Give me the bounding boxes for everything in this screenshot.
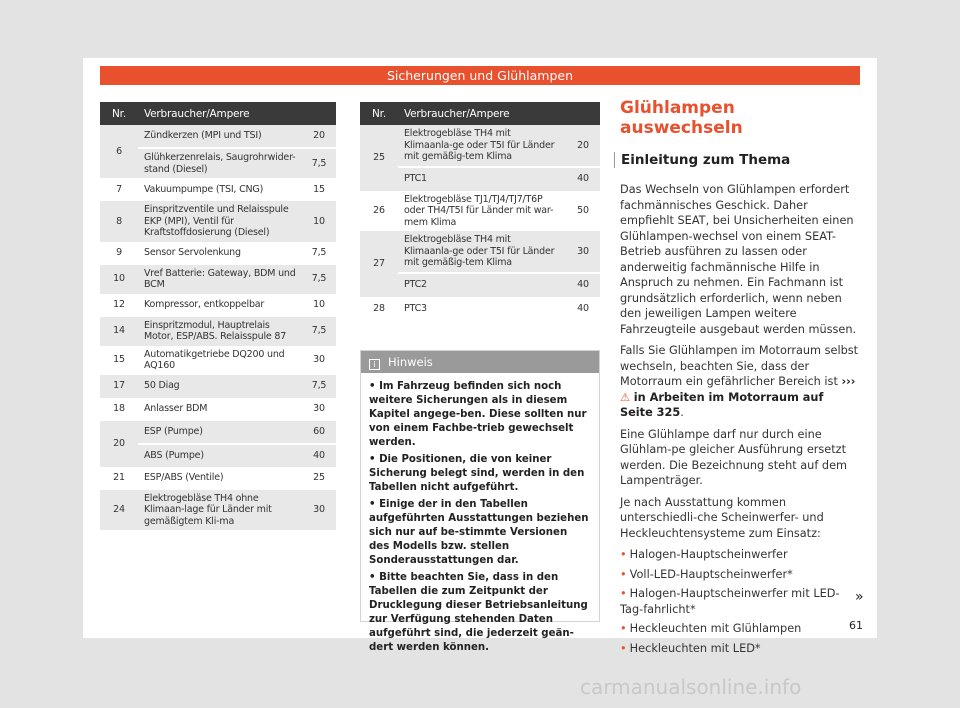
consumer-desc: Einspritzmodul, Hauptrelais Motor, ESP/ABS. Relaisspule 87 bbox=[138, 317, 302, 346]
ampere-value: 40 bbox=[566, 297, 600, 321]
ampere-value: 7,5 bbox=[302, 242, 336, 265]
consumer-desc: ESP (Pumpe) bbox=[138, 421, 302, 444]
section-subtitle: Einleitung zum Thema bbox=[614, 152, 860, 168]
fuse-number: 20 bbox=[100, 421, 138, 467]
fuse-number: 24 bbox=[100, 490, 138, 531]
consumer-desc: Elektrogebläse TJ1/TJ4/TJ7/T6P oder TH4/T5I für Länder mit war-mem Klima bbox=[398, 191, 566, 232]
table-row bbox=[100, 346, 336, 375]
table-row bbox=[100, 467, 336, 490]
fuse-table-left bbox=[100, 102, 336, 530]
list-item: • Heckleuchten mit LED* bbox=[620, 641, 761, 655]
list-item: • Heckleuchten mit Glühlampen bbox=[620, 622, 802, 635]
fuse-table-right bbox=[360, 102, 600, 321]
table-row bbox=[100, 265, 336, 294]
list-item: • Halogen-Hauptscheinwerfer bbox=[620, 548, 788, 561]
consumer-desc: Vref Batterie: Gateway, BDM und BCM bbox=[138, 265, 302, 294]
consumer-desc: Kompressor, entkoppelbar bbox=[138, 294, 302, 317]
consumer-desc: 50 Diag bbox=[138, 375, 302, 398]
consumer-desc: Glühkerzenrelais, Saugrohrwider-stand (Diesel) bbox=[138, 148, 302, 178]
ampere-value: 7,5 bbox=[302, 375, 336, 398]
consumer-desc: ESP/ABS (Ventile) bbox=[138, 467, 302, 490]
fuse-number: 25 bbox=[360, 125, 398, 191]
consumer-desc: Anlasser BDM bbox=[138, 398, 302, 421]
paragraph-2: Falls Sie Glühlampen im Motorraum selbst wechseln, beachten Sie, dass der Motorraum ein gefährlicher Bereich ist ››› ⚠ in Arbeiten im Motorraum auf Seite 325. bbox=[620, 344, 859, 419]
fuse-number: 10 bbox=[100, 265, 138, 294]
table-row bbox=[100, 490, 336, 531]
col-nr-header: Nr. bbox=[100, 102, 138, 125]
note-item: • Die Positionen, die von keiner Sicherung belegt sind, werden in den Tabellen nicht aufgeführt. bbox=[369, 454, 585, 493]
ampere-value: 20 bbox=[302, 125, 336, 148]
col-nr-header: Nr. bbox=[360, 102, 398, 125]
table-row bbox=[100, 125, 336, 148]
table-row bbox=[100, 317, 336, 346]
note-header bbox=[361, 351, 599, 373]
consumer-desc: Elektrogebläse TH4 ohne Klimaan-lage für Länder mit gemäßigtem Kli-ma bbox=[138, 490, 302, 531]
ampere-value: 40 bbox=[302, 444, 336, 467]
fuse-number: 21 bbox=[100, 467, 138, 490]
table-row bbox=[100, 375, 336, 398]
consumer-desc: PTC2 bbox=[398, 273, 566, 297]
section-content bbox=[620, 98, 860, 660]
fuse-number: 27 bbox=[360, 231, 398, 297]
continue-mark: » bbox=[855, 589, 864, 605]
paragraph-4: Je nach Ausstattung kommen unterschiedli-che Scheinwerfer- und Heckleuchtensysteme zum Einsatz: bbox=[620, 495, 824, 540]
ampere-value: 7,5 bbox=[302, 317, 336, 346]
warning-icon: ⚠ bbox=[620, 390, 631, 404]
fuse-number: 7 bbox=[100, 178, 138, 201]
ampere-value: 10 bbox=[302, 294, 336, 317]
consumer-desc: PTC3 bbox=[398, 297, 566, 321]
ampere-value: 30 bbox=[302, 490, 336, 531]
cross-ref-arrows: ››› bbox=[841, 375, 856, 388]
fuse-number: 12 bbox=[100, 294, 138, 317]
fuse-number: 15 bbox=[100, 346, 138, 375]
section-title: Glühlampen auswechseln bbox=[620, 98, 743, 138]
paragraph-1: Das Wechseln von Glühlampen erfordert fachmännisches Geschick. Daher empfiehlt SEAT, bei Unsicherheiten einen Glühlampen-wechsel von einem SEAT-Betrieb ausführen zu lassen oder anderweitig fachmännische Hilfe in Anspruch zu nehmen. Ein Fachmann ist grundsätzlich erforderlich, wenn neben den jeweiligen Lampen weitere Fahrzeugteile ausgebaut werden müssen. bbox=[620, 183, 857, 336]
info-icon: i bbox=[369, 359, 380, 370]
table-row bbox=[360, 297, 600, 321]
note-item: • Im Fahrzeug befinden sich noch weitere Sicherungen als in diesem Kapitel angege-ben. Diese sollten nur von einem Fachbe-trieb gewechselt werden. bbox=[369, 381, 587, 448]
consumer-desc: Automatikgetriebe DQ200 und AQ160 bbox=[138, 346, 302, 375]
table-row bbox=[360, 231, 600, 273]
table-row bbox=[360, 191, 600, 232]
ampere-value: 30 bbox=[566, 231, 600, 273]
note-title: Hinweis bbox=[388, 355, 433, 369]
lamp-system-list bbox=[620, 547, 860, 656]
ampere-value: 25 bbox=[302, 467, 336, 490]
ampere-value: 40 bbox=[566, 167, 600, 191]
table-row bbox=[100, 294, 336, 317]
ampere-value: 50 bbox=[566, 191, 600, 232]
fuse-number: 6 bbox=[100, 125, 138, 178]
consumer-desc: Elektrogebläse TH4 mit Klimaanla-ge oder T5I für Länder mit gemäßig-tem Klima bbox=[398, 231, 566, 273]
consumer-desc: Zündkerzen (MPI und TSI) bbox=[138, 125, 302, 148]
note-item: • Bitte beachten Sie, dass in den Tabellen die zum Zeitpunkt der Drucklegung dieser Betriebsanleitung zur Verfügung stehenden Daten aufgeführt sind, die jederzeit geän-dert werden können. bbox=[369, 572, 588, 653]
table-row bbox=[100, 201, 336, 242]
ampere-value: 60 bbox=[302, 421, 336, 444]
fuse-number: 17 bbox=[100, 375, 138, 398]
fuse-number: 18 bbox=[100, 398, 138, 421]
ampere-value: 30 bbox=[302, 398, 336, 421]
fuse-number: 14 bbox=[100, 317, 138, 346]
consumer-desc: Sensor Servolenkung bbox=[138, 242, 302, 265]
ampere-value: 20 bbox=[566, 125, 600, 167]
consumer-desc: Einspritzventile und Relaisspule EKP (MPI), Ventil für Kraftstoffdosierung (Diesel) bbox=[138, 201, 302, 242]
ampere-value: 15 bbox=[302, 178, 336, 201]
list-item: • Halogen-Hauptscheinwerfer mit LED-Tag-fahrlicht* bbox=[620, 587, 840, 616]
consumer-desc: Vakuumpumpe (TSI, CNG) bbox=[138, 178, 302, 201]
ampere-value: 7,5 bbox=[302, 265, 336, 294]
ampere-value: 7,5 bbox=[302, 148, 336, 178]
watermark: carmanualsonline.info bbox=[580, 675, 802, 699]
paragraph-3: Eine Glühlampe darf nur durch eine Glühlam-pe gleicher Ausführung ersetzt werden. Die Bezeichnung steht auf dem Lampenträger. bbox=[620, 427, 848, 487]
ampere-value: 30 bbox=[302, 346, 336, 375]
chapter-header: Sicherungen und Glühlampen bbox=[100, 66, 860, 85]
table-row bbox=[100, 178, 336, 201]
col-desc-header: Verbraucher/Ampere bbox=[138, 102, 336, 125]
fuse-number: 9 bbox=[100, 242, 138, 265]
table-row bbox=[100, 242, 336, 265]
consumer-desc: PTC1 bbox=[398, 167, 566, 191]
cross-ref-link[interactable]: in Arbeiten im Motorraum auf Seite 325 bbox=[620, 390, 824, 419]
page-number: 61 bbox=[849, 619, 863, 632]
note-list bbox=[361, 373, 599, 655]
ampere-value: 40 bbox=[566, 273, 600, 297]
ampere-value: 10 bbox=[302, 201, 336, 242]
table-row bbox=[360, 125, 600, 167]
fuse-number: 26 bbox=[360, 191, 398, 232]
fuse-number: 8 bbox=[100, 201, 138, 242]
table-row bbox=[100, 398, 336, 421]
fuse-number: 28 bbox=[360, 297, 398, 321]
consumer-desc: ABS (Pumpe) bbox=[138, 444, 302, 467]
col-desc-header: Verbraucher/Ampere bbox=[398, 102, 600, 125]
table-row bbox=[100, 421, 336, 444]
note-box bbox=[360, 350, 600, 653]
consumer-desc: Elektrogebläse TH4 mit Klimaanla-ge oder T5I für Länder mit gemäßig-tem Klima bbox=[398, 125, 566, 167]
list-item: • Voll-LED-Hauptscheinwerfer* bbox=[620, 567, 793, 581]
note-item: • Einige der in den Tabellen aufgeführten Ausstattungen beziehen sich nur auf be-stimmte Versionen des Modells bzw. stellen Sonderausstattungen dar. bbox=[369, 499, 589, 566]
